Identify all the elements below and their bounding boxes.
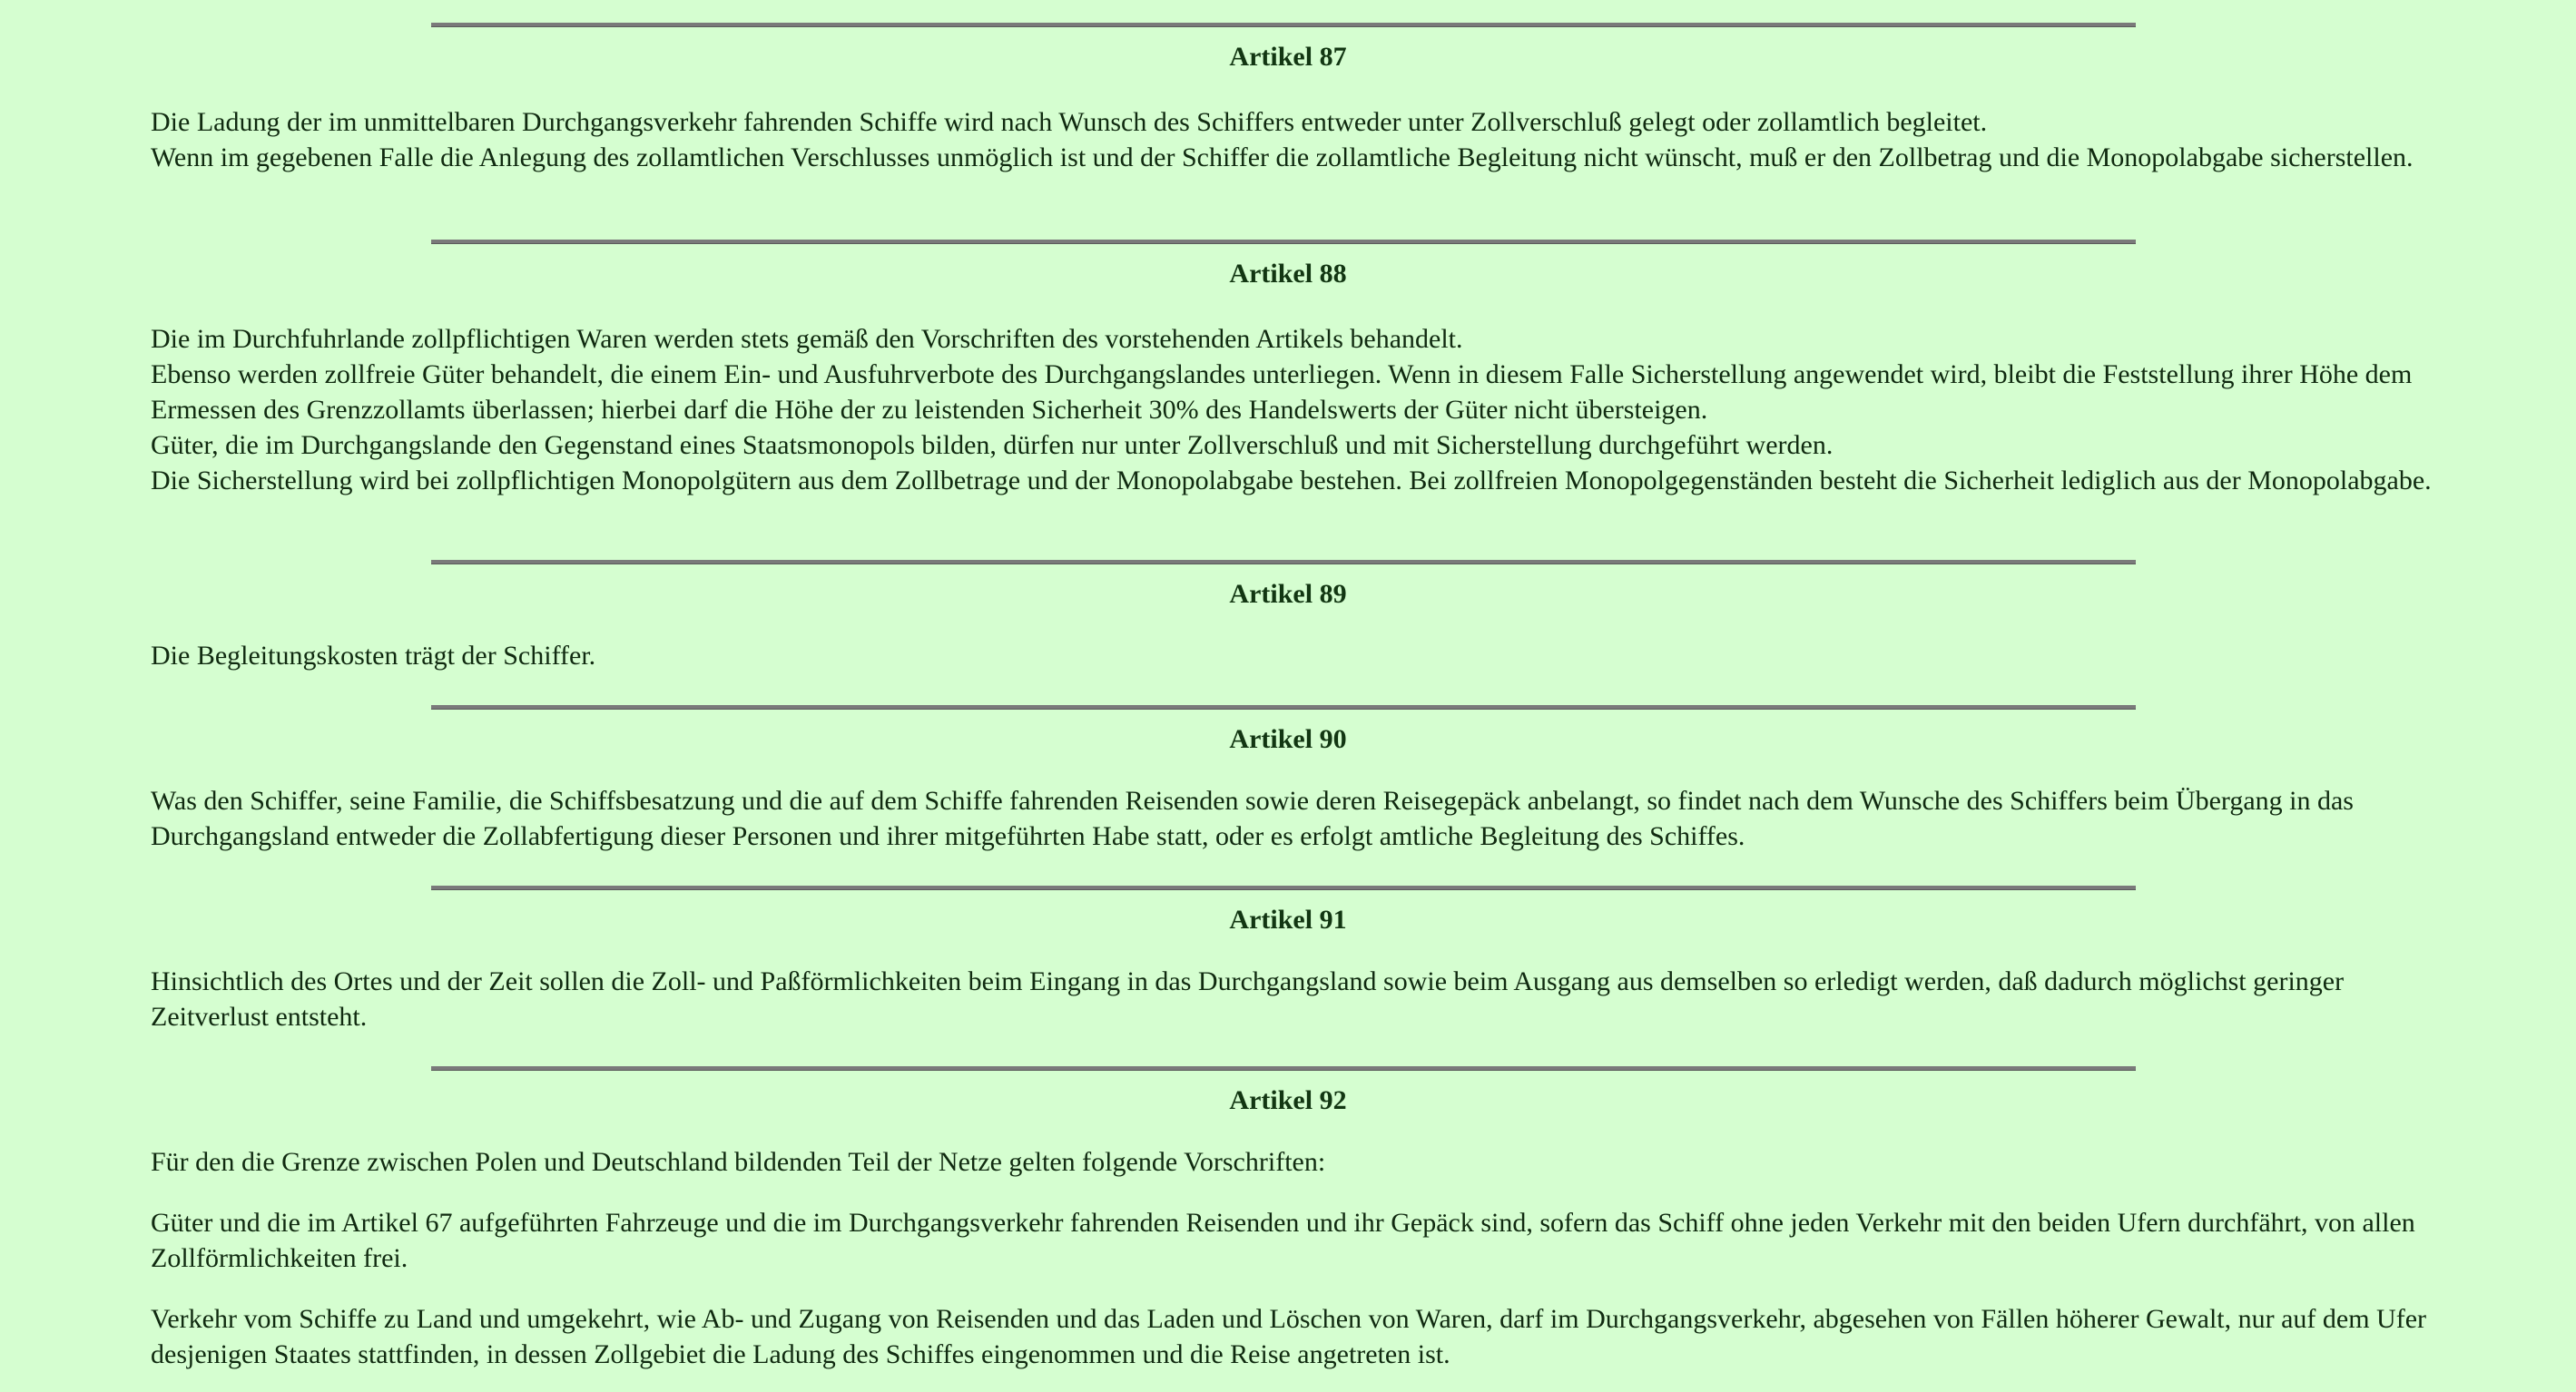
article-paragraph: Hinsichtlich des Ortes und der Zeit sollen die Zoll- und Paßförmlichkeiten beim Eingang in das Durchgangsland sowie beim Ausgang aus demselben so erledigt werden, daß dadurch möglichst geringer Zeitverlust entsteht. [151, 966, 2345, 1032]
article-title: Artikel 91 [1229, 905, 1347, 935]
article-paragraph: Die Begleitungskosten trägt der Schiffer. [151, 641, 596, 671]
article-paragraph: Die Ladung der im unmittelbaren Durchgangsverkehr fahrenden Schiffe wird nach Wunsch des Schiffers entweder unter Zollverschluß gelegt oder zollamtlich begleitet. [151, 107, 1988, 137]
article-paragraph: Verkehr vom Schiffe zu Land und umgekehrt, wie Ab- und Zugang von Reisenden und das Laden und Löschen von Waren, darf im Durchgangsverkehr, abgesehen von Fällen höherer Gewalt, nur auf dem Ufer desjenigen Staates stattfinden, in dessen Zollgebiet die Ladung des Schiffes eingenommen und die Reise angetreten ist. [151, 1304, 2427, 1369]
article-paragraph: Güter, die im Durchgangslande den Gegenstand eines Staatsmonopols bilden, dürfen nur unter Zollverschluß und mit Sicherstellung durchgeführt werden. [151, 430, 1834, 460]
article-title: Artikel 90 [1229, 724, 1347, 754]
article-title: Artikel 87 [1229, 42, 1347, 72]
section-divider [431, 240, 2136, 243]
section-divider [431, 886, 2136, 889]
article-paragraph: Die Sicherstellung wird bei zollpflichtigen Monopolgütern aus dem Zollbetrage und der Monopolabgabe bestehen. Bei zollfreien Monopolgegenständen besteht die Sicherheit lediglich aus der Monopolabgabe. [151, 466, 2432, 495]
article-title: Artikel 89 [1229, 579, 1347, 609]
article-title: Artikel 88 [1229, 259, 1347, 289]
section-divider [431, 560, 2136, 564]
section-divider [431, 23, 2136, 26]
article-title: Artikel 92 [1229, 1085, 1347, 1115]
section-divider [431, 705, 2136, 709]
article-paragraph: Ebenso werden zollfreie Güter behandelt, die einem Ein- und Ausfuhrverbote des Durchgangslandes unterliegen. Wenn in diesem Falle Sicherstellung angewendet wird, bleibt die Feststellung ihrer Höhe dem Ermessen des Grenzzollamts überlassen; hierbei darf die Höhe der zu leistenden Sicherheit 30% des Handelswerts der Güter nicht übersteigen. [151, 359, 2413, 425]
section-divider [431, 1066, 2136, 1070]
article-paragraph: Die im Durchfuhrlande zollpflichtigen Waren werden stets gemäß den Vorschriften des vorstehenden Artikels behandelt. [151, 324, 1463, 354]
article-paragraph: Für den die Grenze zwischen Polen und Deutschland bildenden Teil der Netze gelten folgende Vorschriften: [151, 1147, 1326, 1177]
article-paragraph: Güter und die im Artikel 67 aufgeführten Fahrzeuge und die im Durchgangsverkehr fahrenden Reisenden und ihr Gepäck sind, sofern das Schiff ohne jeden Verkehr mit den beiden Ufern durchfährt, von allen Zollförmlichkeiten frei. [151, 1208, 2415, 1273]
article-paragraph: Wenn im gegebenen Falle die Anlegung des zollamtlichen Verschlusses unmöglich ist und der Schiffer die zollamtliche Begleitung nicht wünscht, muß er den Zollbetrag und die Monopolabgabe sicherstellen. [151, 142, 2414, 172]
article-paragraph: Was den Schiffer, seine Familie, die Schiffsbesatzung und die auf dem Schiffe fahrenden Reisenden sowie deren Reisegepäck anbelangt, so findet nach dem Wunsche des Schiffers beim Übergang in das Durchgangsland entweder die Zollabfertigung dieser Personen und ihrer mitgeführten Habe statt, oder es erfolgt amtliche Begleitung des Schiffes. [151, 786, 2354, 851]
